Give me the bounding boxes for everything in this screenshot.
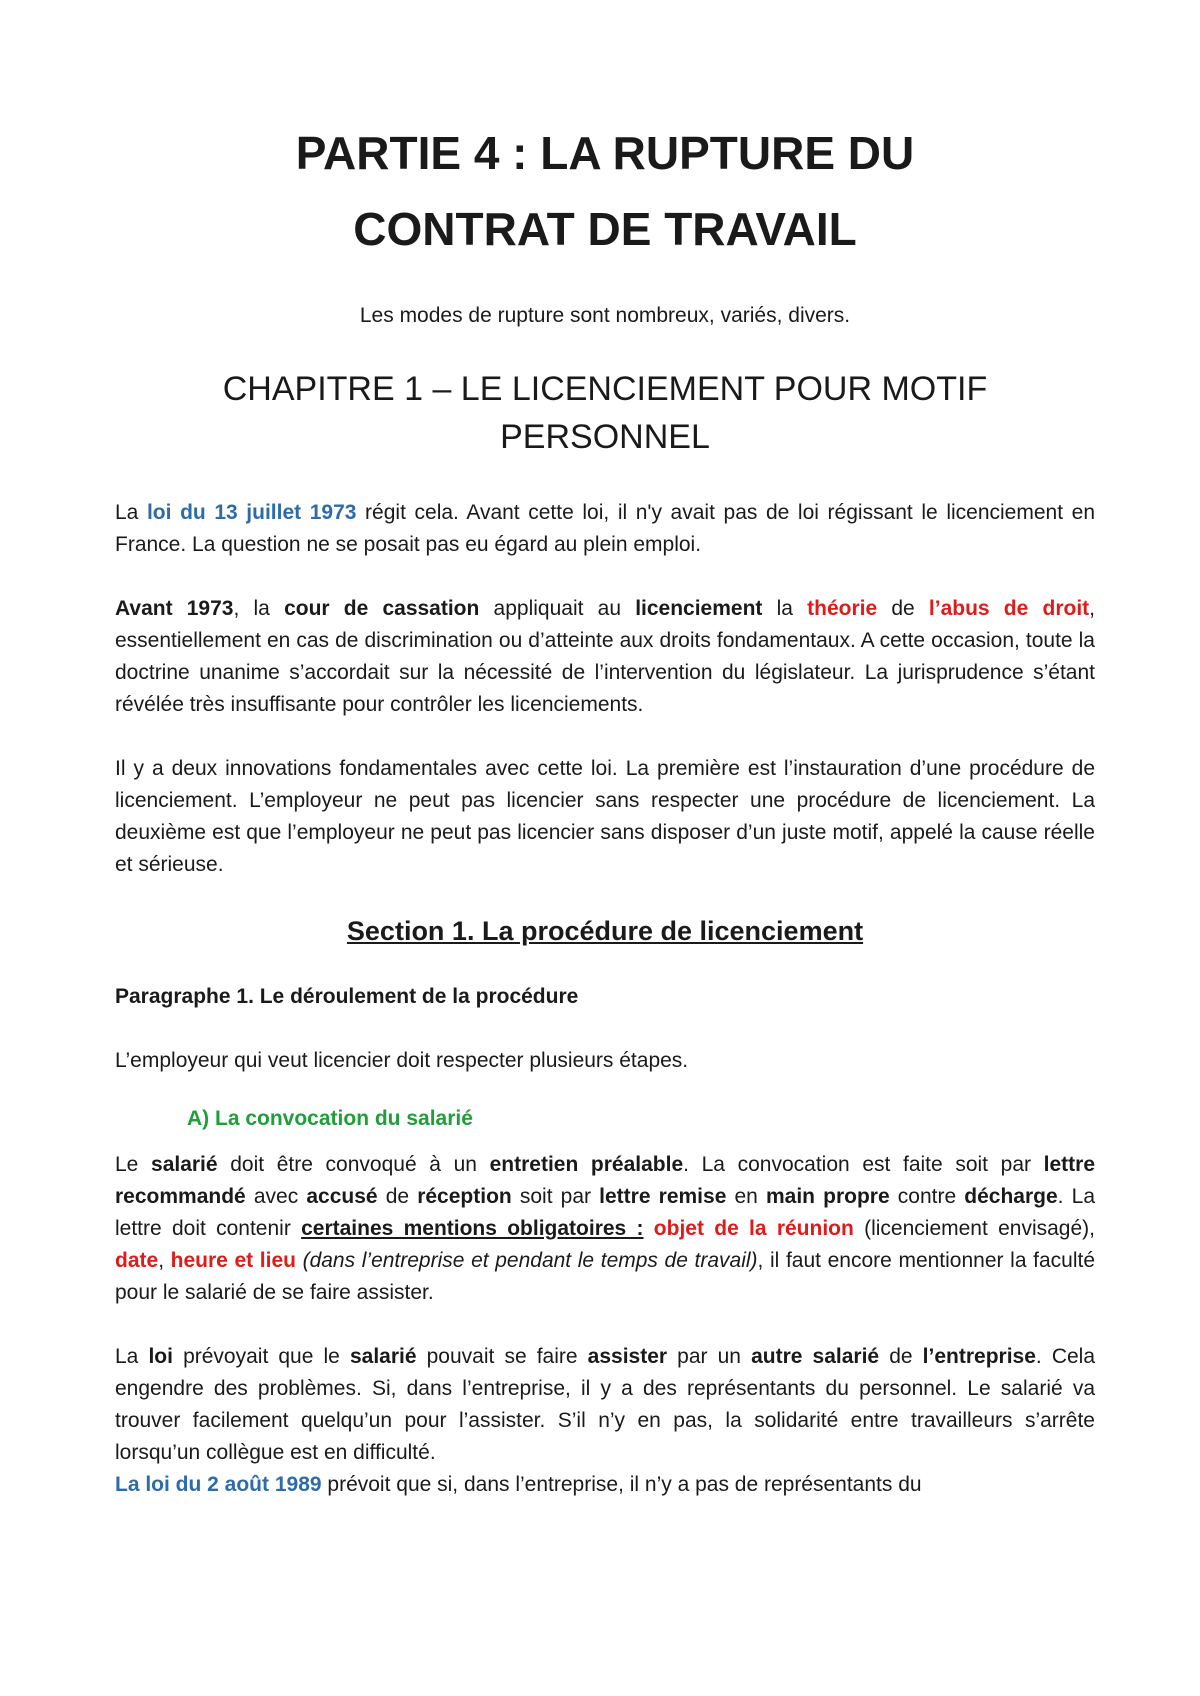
subsection-a-heading: A) La convocation du salarié	[187, 1107, 473, 1130]
paragraph-before-1973: Avant 1973, la cour de cassation appliquait au licenciement la théorie de l’abus de droit, essentiellement en cas de discrimination ou d’atteinte aux droits fondamentaux. A cette occasion, toute la doctrine unanime s’accordait sur la nécessité de l’intervention du législateur. La jurisprudence s’étant révélée très insuffisante pour contrôler les licenciements.	[115, 597, 1095, 716]
chapter-line-2: PERSONNEL	[500, 418, 710, 456]
title-line-2: CONTRAT DE TRAVAIL	[353, 203, 857, 255]
title-line-1: PARTIE 4 : LA RUPTURE DU	[295, 127, 915, 179]
paragraph-convocation: Le salarié doit être convoqué à un entretien préalable. La convocation est faite soit par lettre recommandé avec accusé de réception soit par lettre remise en main propre contre décharge. La lettre doit contenir certaines mentions obligatoires : objet de la réunion (licenciement envisagé), date, heure et lieu (dans l’entreprise et pendant le temps de travail), il faut encore mentionner la faculté pour le salarié de se faire assister.	[115, 1153, 1095, 1304]
paragraph-law-1989: La loi du 2 août 1989 prévoit que si, dans l’entreprise, il n’y a pas de représentants du	[115, 1473, 922, 1496]
law-reference-1989: La loi du 2 août 1989	[115, 1473, 322, 1496]
paragraph-innovations: Il y a deux innovations fondamentales avec cette loi. La première est l’instauration d’une procédure de licenciement. L’employeur ne peut pas licencier sans respecter une procédure de licenciement. La deuxième est que l’employeur ne peut pas licencier sans disposer d’un juste motif, appelé la cause réelle et sérieuse.	[115, 757, 1095, 876]
paragraph-steps: L’employeur qui veut licencier doit respecter plusieurs étapes.	[115, 1049, 689, 1072]
paragraph-law-1973: La loi du 13 juillet 1973 régit cela. Avant cette loi, il n'y avait pas de loi régissant le licenciement en France. La question ne se posait pas eu égard au plein emploi.	[115, 501, 1095, 556]
law-reference: loi du 13 juillet 1973	[146, 501, 357, 524]
section-1-heading: Section 1. La procédure de licenciement	[346, 916, 864, 946]
page-title	[115, 0, 1095, 267]
chapter-title	[115, 365, 1095, 461]
intro-text: Les modes de rupture sont nombreux, variés, divers.	[359, 304, 851, 327]
chapter-line-1: CHAPITRE 1 – LE LICENCIEMENT POUR MOTIF	[222, 370, 988, 408]
paragraph-1-heading: Paragraphe 1. Le déroulement de la procédure	[115, 985, 579, 1008]
paragraph-assistance: La loi prévoyait que le salarié pouvait se faire assister par un autre salarié de l’entreprise. Cela engendre des problèmes. Si, dans l’entreprise, il y a des représentants du personnel. Le salarié va trouver facilement quelqu’un pour l’assister. S’il n’y en pas, la solidarité entre travailleurs s’arrête lorsqu’un collègue est en difficulté.	[115, 1345, 1096, 1464]
